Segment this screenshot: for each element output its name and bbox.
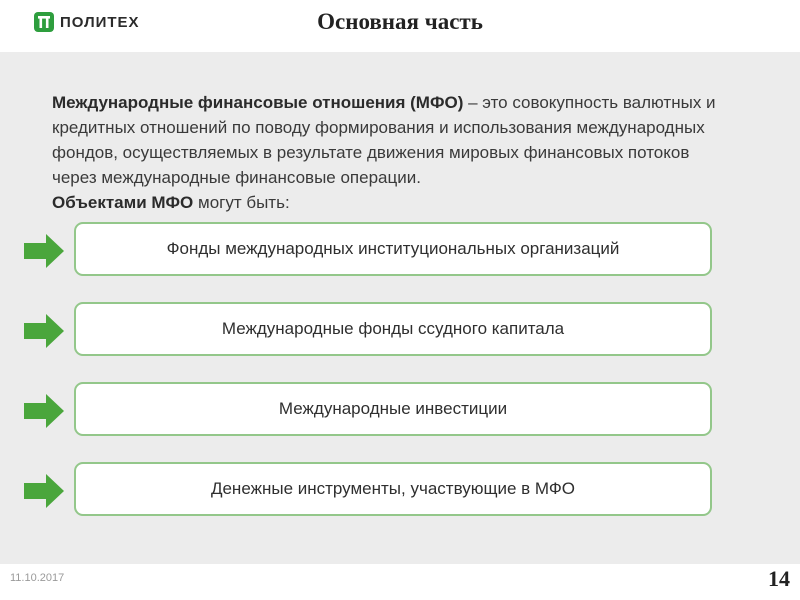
page-title: Основная часть (317, 9, 483, 34)
list-item (74, 462, 712, 516)
objects-intro-bold: Объектами МФО (52, 193, 194, 212)
logo-text: ПОЛИТЕХ (60, 13, 140, 31)
list-item-label: Международные фонды ссудного капитала (221, 319, 565, 338)
definition-term: Международные финансовые отношения (МФО) (52, 93, 464, 112)
slide-date: 11.10.2017 (10, 572, 65, 584)
list-item-label: Денежные инструменты, участвующие в МФО (210, 479, 576, 498)
list-item (74, 382, 712, 436)
list-item (74, 302, 712, 356)
definition-text: – это совокупность валютных и кредитных отношений по поводу формирования и использования международных фондов, осуществляемых в результате движения мировых финансовых потоков через международные финансовые операции. (52, 93, 716, 187)
right-arrow-icon (24, 234, 64, 268)
slide-header (0, 0, 800, 50)
right-arrow-icon (24, 474, 64, 508)
right-arrow-icon (24, 394, 64, 428)
objects-intro-rest: могут быть: (193, 193, 290, 212)
right-arrow-icon (24, 314, 64, 348)
list-item-label: Международные инвестиции (278, 399, 508, 418)
slide-content (0, 52, 800, 564)
definition-paragraph (52, 90, 732, 215)
page-number: 14 (768, 566, 790, 591)
objects-intro (52, 190, 732, 215)
list-item (74, 222, 712, 276)
list-item-label: Фонды международных институциональных организаций (166, 239, 620, 258)
